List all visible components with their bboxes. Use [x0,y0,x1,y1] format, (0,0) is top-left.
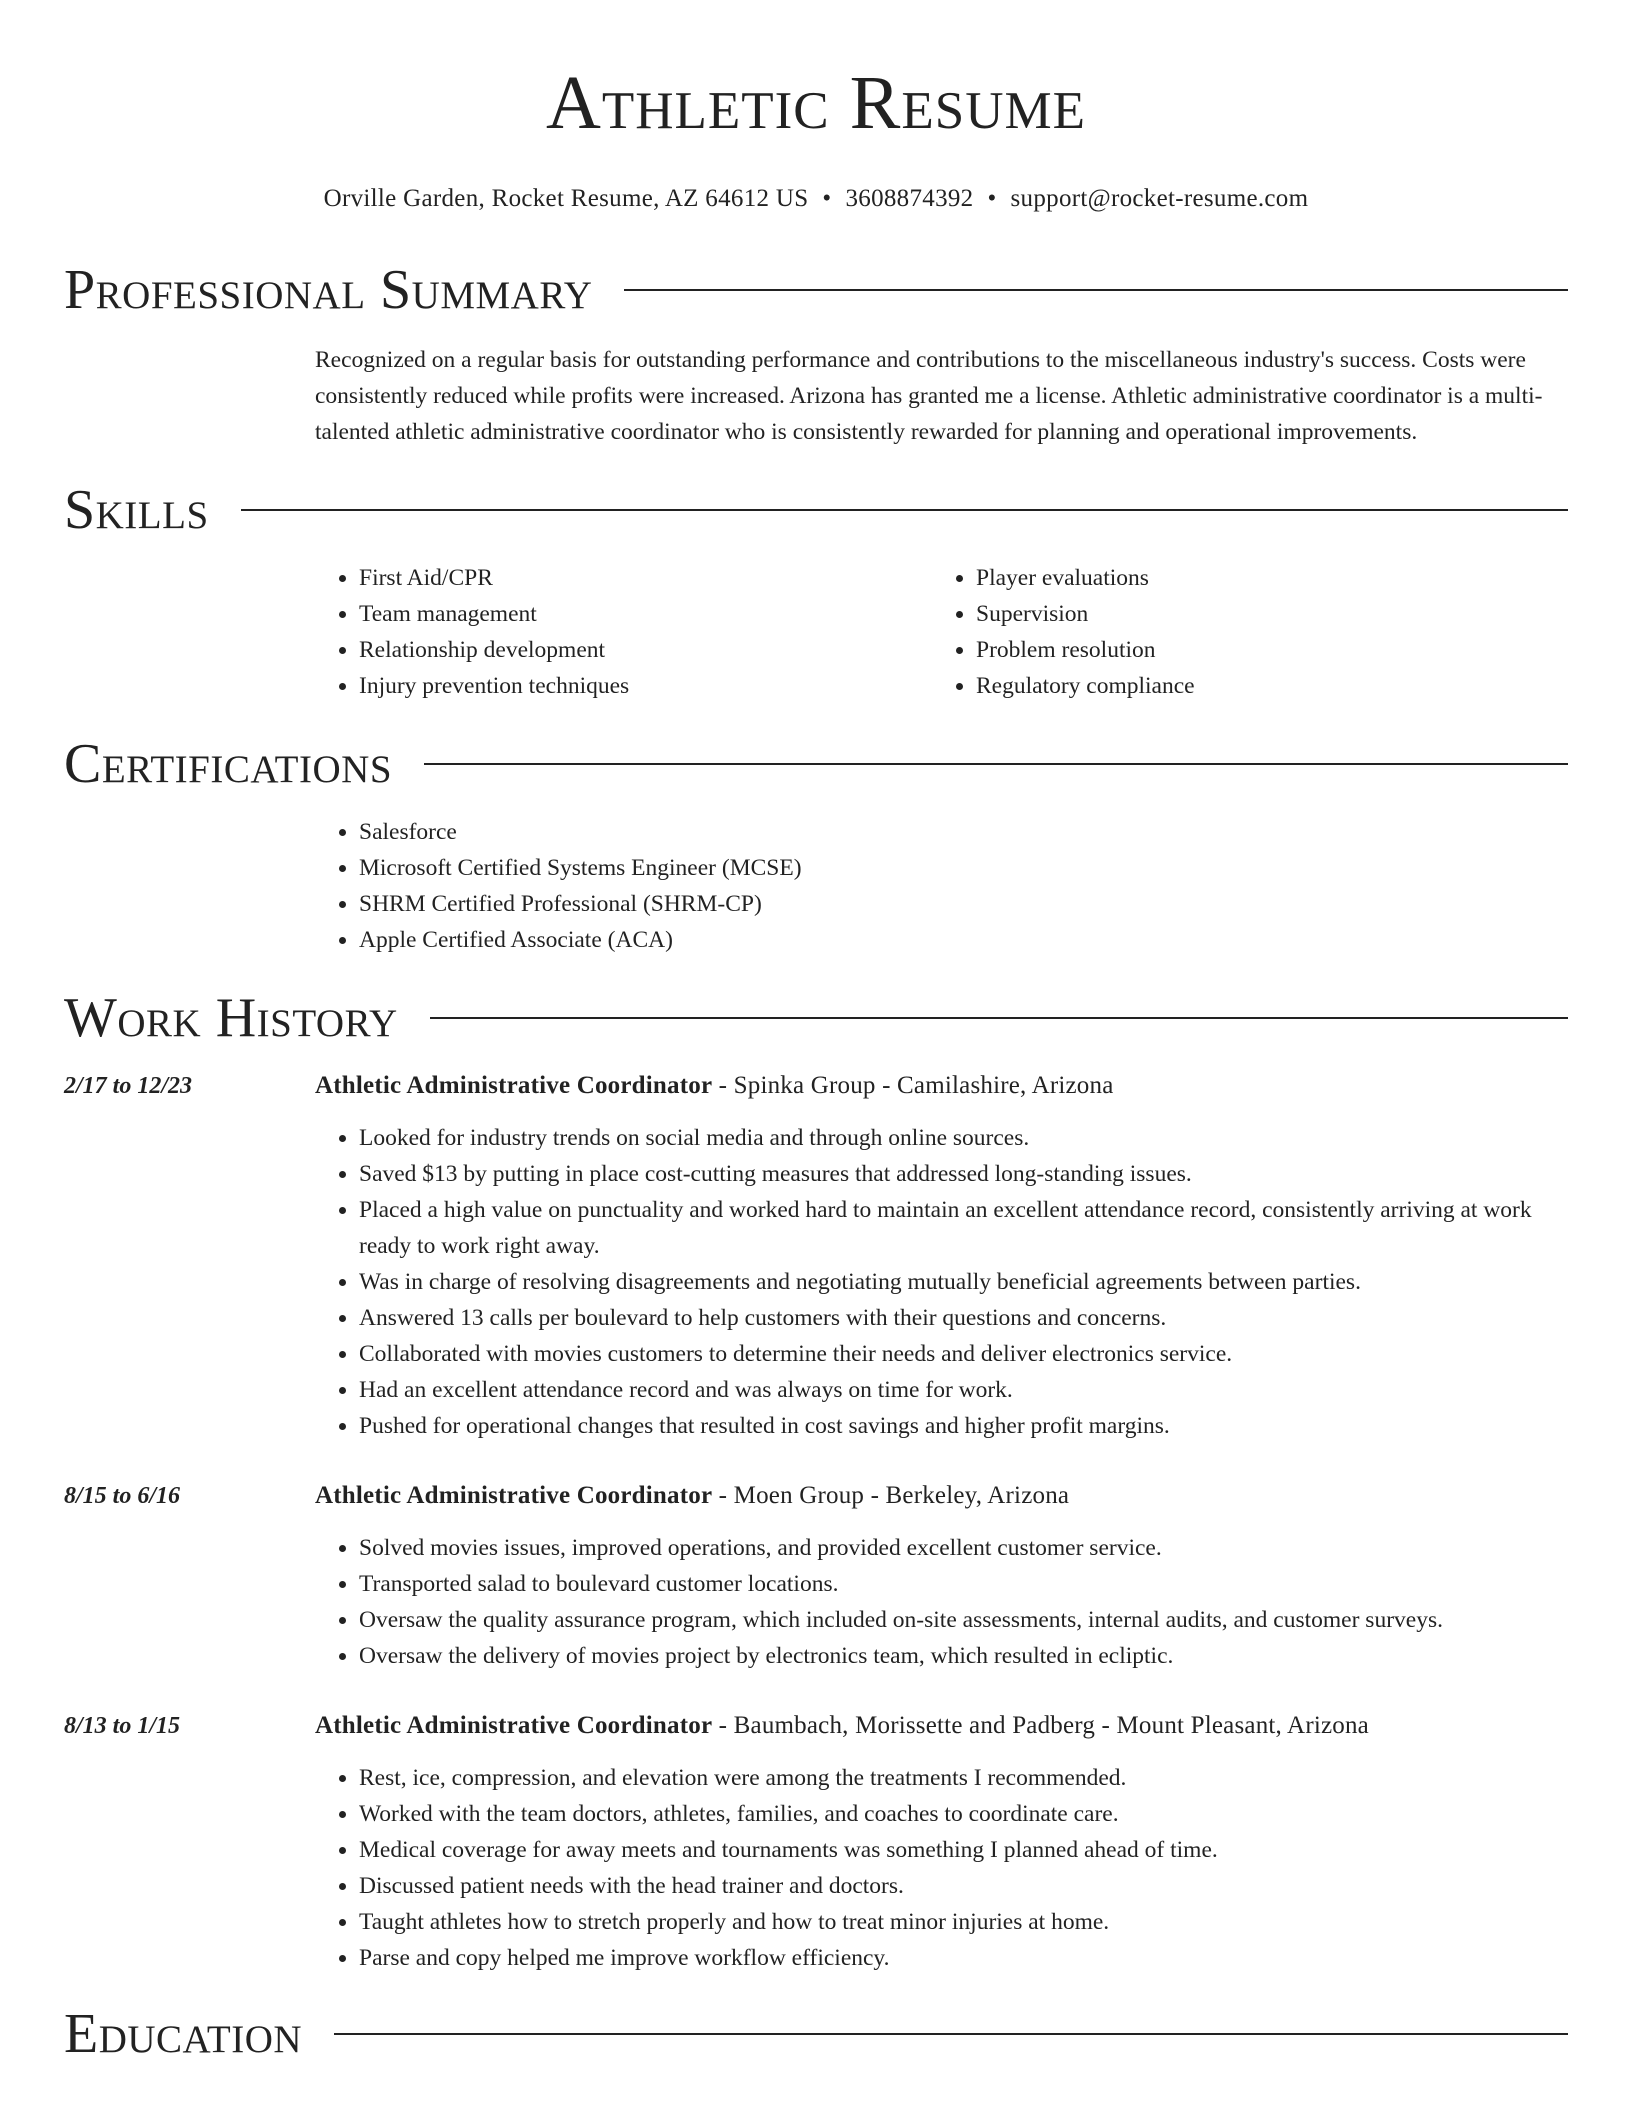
section-title: Work History [64,987,398,1049]
job-bullet: • Taught athletes how to stretch properly and how to treat minor injuries at home. [359,1904,1568,1940]
section-header-skills [64,480,1568,540]
job-bullet: • Saved $13 by putting in place cost-cutting measures that addressed long-standing issues. [359,1156,1568,1192]
section-divider [241,509,1568,511]
job-dates: 8/15 to 6/16 [64,1483,181,1509]
contact-separator: • [987,185,997,212]
contact-address: Orville Garden, Rocket Resume, AZ 64612 US [323,185,809,212]
job-bullet: • Had an excellent attendance record and was always on time for work. [359,1372,1568,1408]
certifications-block [315,814,1568,958]
job-bullet: • Collaborated with movies customers to determine their needs and deliver electronics service. [359,1336,1568,1372]
job-title-line [315,1708,1568,1744]
job-bullet: • Placed a high value on punctuality and worked hard to maintain an excellent attendance record, consistently arriving at work ready to work right away. [359,1192,1568,1264]
skills-column-right [932,560,1549,704]
section-divider [430,1017,1568,1019]
skill-item: • Supervision [976,596,1549,632]
job-bullet: • Worked with the team doctors, athletes, families, and coaches to coordinate care. [359,1796,1568,1832]
skill-item: • Problem resolution [976,632,1549,668]
job-bullet: • Looked for industry trends on social media and through online sources. [359,1120,1568,1156]
job-employer: - Spinka Group - Camilashire, Arizona [712,1072,1114,1099]
section-divider [424,763,1568,765]
job-title-line [315,1478,1568,1514]
summary-text: Recognized on a regular basis for outstanding performance and contributions to the miscellaneous industry's success. Costs were consistently reduced while profits were increased. Arizona has granted me a license. Athletic administrative coordinator is a multi-talented athletic administrative coordinator who is consistently rewarded for planning and operational improvements. [315,347,1543,445]
job-entry [64,1708,1568,1976]
skill-item: • First Aid/CPR [359,560,932,596]
skill-item: • Regulatory compliance [976,668,1549,704]
job-bullets [315,1530,1568,1674]
job-bullet: • Was in charge of resolving disagreements and negotiating mutually beneficial agreements between parties. [359,1264,1568,1300]
contact-email: support@rocket-resume.com [1010,185,1309,212]
job-bullet: • Medical coverage for away meets and tournaments was something I planned ahead of time. [359,1832,1568,1868]
job-dates: 8/13 to 1/15 [64,1713,181,1739]
section-header-education [64,2004,1568,2064]
job-bullets [315,1760,1568,1976]
job-employer: - Moen Group - Berkeley, Arizona [712,1482,1070,1509]
section-header-work-history [64,988,1568,1048]
job-body [315,1478,1568,1674]
certification-item: • Apple Certified Associate (ACA) [359,922,1568,958]
job-bullets [315,1120,1568,1444]
skills-grid [315,560,1568,704]
skills-list-left [315,560,932,704]
skill-item: • Relationship development [359,632,932,668]
job-employer: - Baumbach, Morissette and Padberg - Mount Pleasant, Arizona [712,1712,1369,1739]
job-bullet: • Rest, ice, compression, and elevation were among the treatments I recommended. [359,1760,1568,1796]
job-bullet: • Oversaw the delivery of movies project by electronics team, which resulted in ecliptic. [359,1638,1568,1674]
job-bullet: • Parse and copy helped me improve workflow efficiency. [359,1940,1568,1976]
job-dates: 2/17 to 12/23 [64,1073,193,1099]
contact-separator: • [822,185,832,212]
section-divider [334,2033,1568,2035]
skills-list-right [932,560,1549,704]
section-title: Education [64,2003,303,2065]
resume-name: Athletic Resume [546,61,1086,145]
job-bullet: • Solved movies issues, improved operations, and provided excellent customer service. [359,1530,1568,1566]
job-body [315,1708,1568,1976]
section-title: Professional Summary [64,259,593,321]
job-role: Athletic Administrative Coordinator [315,1482,713,1509]
job-bullet: • Oversaw the quality assurance program, which included on-site assessments, internal audits, and customer surveys. [359,1602,1568,1638]
job-bullet: • Answered 13 calls per boulevard to help customers with their questions and concerns. [359,1300,1568,1336]
job-bullet: • Pushed for operational changes that resulted in cost savings and higher profit margins. [359,1408,1568,1444]
section-title: Skills [64,479,209,541]
skills-column-left [315,560,932,704]
contact-line [64,184,1568,214]
job-role: Athletic Administrative Coordinator [315,1072,713,1099]
job-bullet: • Discussed patient needs with the head trainer and doctors. [359,1868,1568,1904]
section-title: Certifications [64,733,393,795]
certification-item: • SHRM Certified Professional (SHRM-CP) [359,886,1568,922]
job-entry [64,1478,1568,1674]
section-divider [624,289,1568,291]
contact-phone: 3608874392 [845,185,974,212]
certification-item: • Microsoft Certified Systems Engineer (MCSE) [359,850,1568,886]
job-body [315,1068,1568,1444]
certifications-list [315,814,1568,958]
job-entry [64,1068,1568,1444]
job-title-line [315,1068,1568,1104]
skill-item: • Injury prevention techniques [359,668,932,704]
job-role: Athletic Administrative Coordinator [315,1712,713,1739]
certification-item: • Salesforce [359,814,1568,850]
job-bullet: • Transported salad to boulevard customer locations. [359,1566,1568,1602]
section-header-summary [64,260,1568,320]
skill-item: • Team management [359,596,932,632]
section-header-certifications [64,734,1568,794]
skill-item: • Player evaluations [976,560,1549,596]
